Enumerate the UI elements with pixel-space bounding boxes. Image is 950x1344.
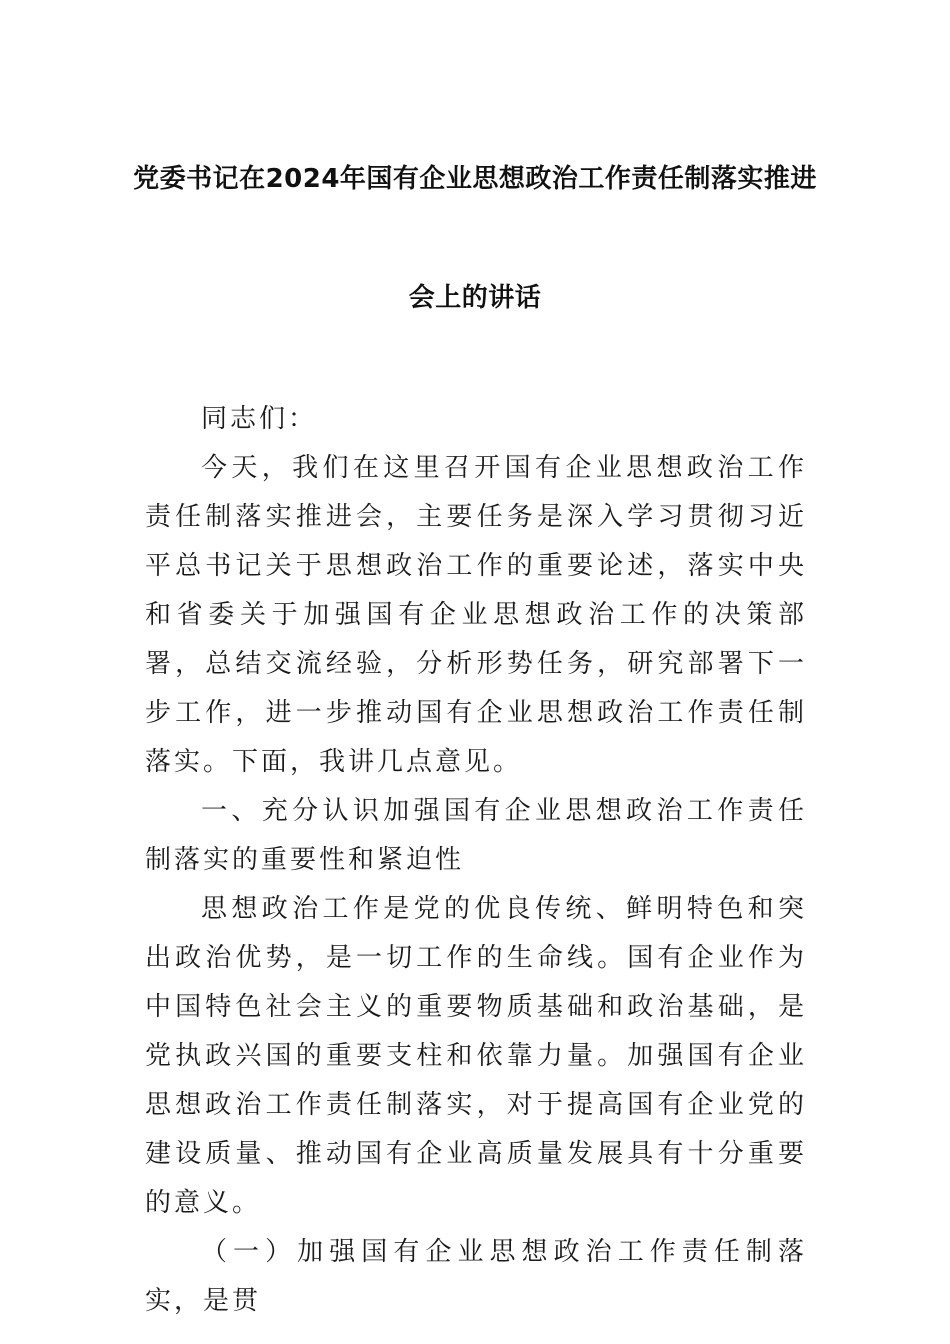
section-heading-1: 一、充分认识加强国有企业思想政治工作责任制落实的重要性和紧迫性: [145, 796, 807, 875]
salutation: 同志们：: [201, 404, 318, 434]
document-body: [145, 395, 807, 1326]
document-title-line-2: 会上的讲话: [408, 283, 542, 313]
paragraph-intro: 今天，我们在这里召开国有企业思想政治工作责任制落实推进会，主要任务是深入学习贯彻习近平总书记关于思想政治工作的重要论述，落实中央和省委关于加强国有企业思想政治工作的决策部署，总结交流经验，分析形势任务，研究部署下一步工作，进一步推动国有企业思想政治工作责任制落实。下面，我讲几点意见。: [145, 453, 807, 777]
document-title-line-1: 党委书记在2024年国有企业思想政治工作责任制落实推进: [133, 164, 817, 194]
subsection-heading-1: （一）加强国有企业思想政治工作责任制落实，是贯: [145, 1237, 807, 1316]
paragraph-section-1: 思想政治工作是党的优良传统、鲜明特色和突出政治优势，是一切工作的生命线。国有企业作为中国特色社会主义的重要物质基础和政治基础，是党执政兴国的重要支柱和依靠力量。加强国有企业思想政治工作责任制落实，对于提高国有企业党的建设质量、推动国有企业高质量发展具有十分重要的意义。: [145, 894, 807, 1218]
